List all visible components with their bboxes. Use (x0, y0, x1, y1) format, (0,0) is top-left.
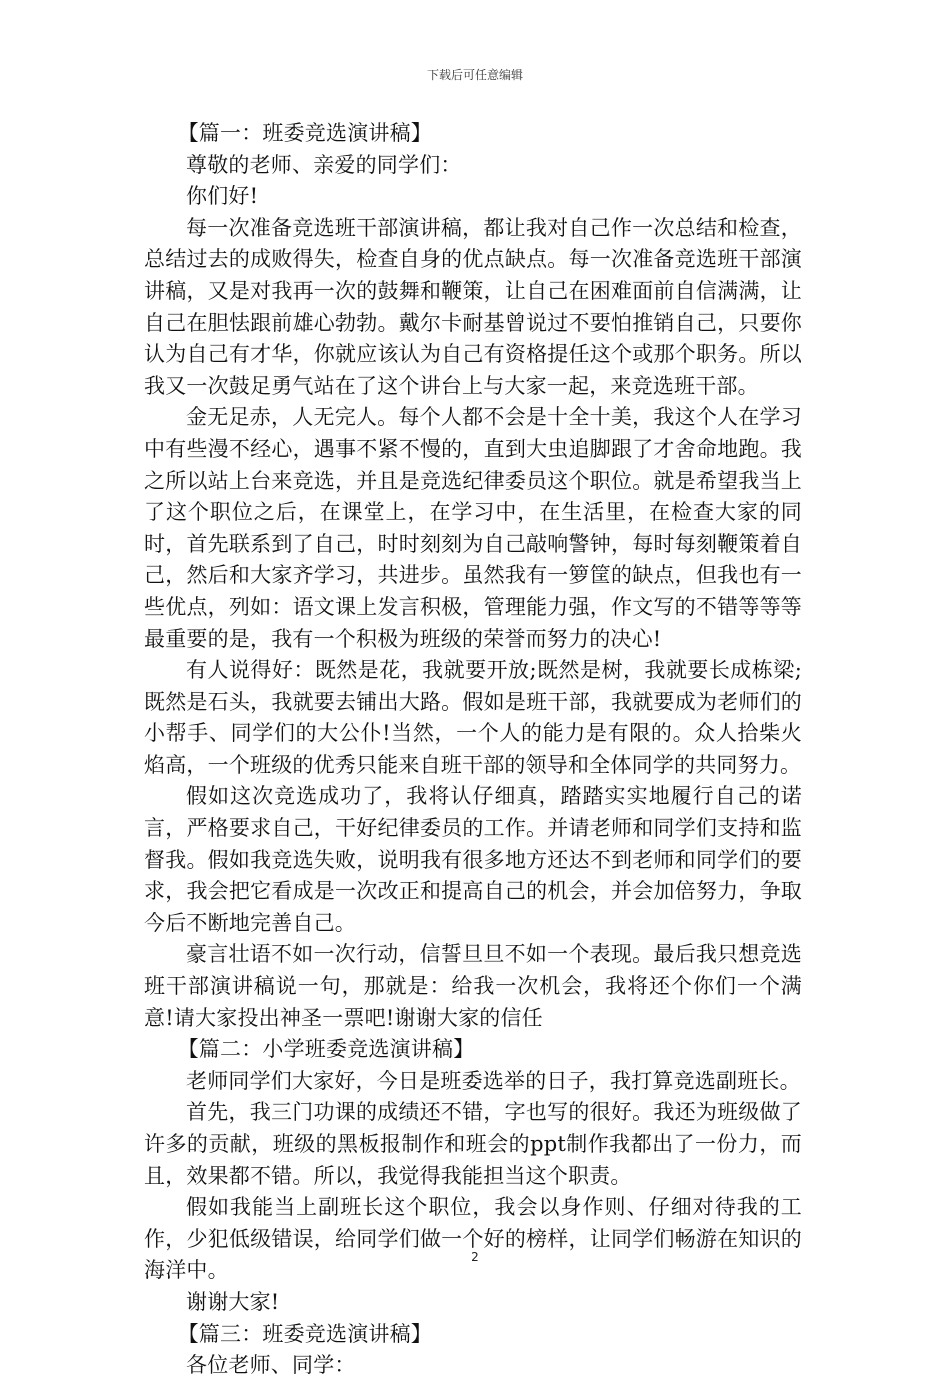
document-body (144, 118, 802, 1382)
greeting: 你们好! (186, 184, 259, 209)
body-paragraph: 假如我能当上副班长这个职位，我会以身作则、仔细对待我的工作，少犯低级错误，给同学们做一个好的榜样，让同学们畅游在知识的海洋中。 (144, 1195, 802, 1283)
section-heading: 【篇二：小学班委竞选演讲稿】 (177, 1037, 475, 1062)
body-paragraph: 首先，我三门功课的成绩还不错，字也写的很好。我还为班级做了许多的贡献，班级的黑板报制作和班会的ppt制作我都出了一份力，而且，效果都不错。所以，我觉得我能担当这个职责。 (144, 1100, 802, 1188)
salutation: 尊敬的老师、亲爱的同学们： (186, 152, 462, 177)
salutation: 各位老师、同学： (186, 1353, 356, 1378)
body-paragraph: 老师同学们大家好，今日是班委选举的日子，我打算竞选副班长。 (186, 1068, 801, 1093)
page-header: 下载后可任意编辑 (426, 68, 523, 82)
body-paragraph: 金无足赤，人无完人。每个人都不会是十全十美，我这个人在学习中有些漫不经心，遇事不紧不慢的，直到大虫追脚跟了才舍命地跑。我之所以站上台来竞选，并且是竞选纪律委员这个职位。就是希望我当上了这个职位之后，在课堂上，在学习中，在生活里，在检查大家的同时，首先联系到了自己，时时刻刻为自己敲响警钟，每时每刻鞭策着自己，然后和大家齐学习，共进步。虽然我有一箩筐的缺点，但我也有一些优点，列如：语文课上发言积极，管理能力强，作文写的不错等等等最重要的是，我有一个积极为班级的荣誉而努力的决心! (144, 405, 802, 651)
body-paragraph: 有人说得好：既然是花，我就要开放;既然是树，我就要长成栋梁;既然是石头，我就要去铺出大路。假如是班干部，我就要成为老师们的小帮手、同学们的大公仆!当然，一个人的能力是有限的。众人拾柴火焰高，一个班级的优秀只能来自班干部的领导和全体同学的共同努力。 (144, 658, 802, 777)
body-paragraph: 每一次准备竞选班干部演讲稿，都让我对自己作一次总结和检查，总结过去的成败得失，检查自身的优点缺点。每一次准备竞选班干部演讲稿，又是对我再一次的鼓舞和鞭策，让自己在困难面前自信满满，让自己在胆怯跟前雄心勃勃。戴尔卡耐基曾说过不要怕推销自己，只要你认为自己有才华，你就应该认为自己有资格提任这个或那个职务。所以我又一次鼓足勇气站在了这个讲台上与大家一起，来竞选班干部。 (144, 215, 802, 398)
section-heading: 【篇三：班委竞选演讲稿】 (177, 1321, 432, 1346)
body-paragraph: 豪言壮语不如一次行动，信誓旦旦不如一个表现。最后我只想竞选班干部演讲稿说一句，那就是：给我一次机会，我将还个你们一个满意!请大家投出神圣一票吧!谢谢大家的信任 (144, 942, 802, 1030)
closing: 谢谢大家! (186, 1289, 280, 1314)
body-paragraph: 假如这次竞选成功了，我将认仔细真，踏踏实实地履行自己的诺言，严格要求自己，干好纪律委员的工作。并请老师和同学们支持和监督我。假如我竞选失败，说明我有很多地方还达不到老师和同学们的要求，我会把它看成是一次改正和提高自己的机会，并会加倍努力，争取今后不断地完善自己。 (144, 784, 802, 935)
section-heading: 【篇一：班委竞选演讲稿】 (177, 121, 432, 145)
page-number: 2 (471, 1250, 479, 1264)
